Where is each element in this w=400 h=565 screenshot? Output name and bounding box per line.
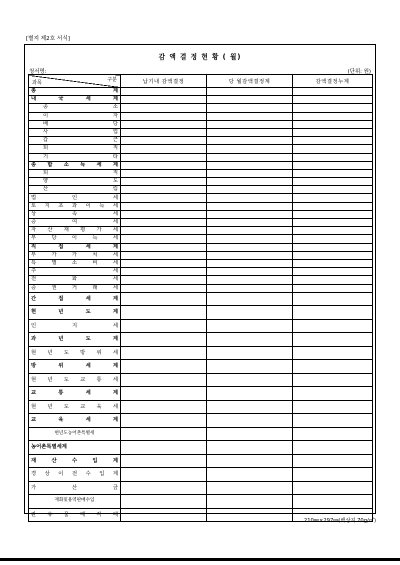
value-cell[interactable] (207, 481, 293, 495)
table-row (29, 235, 373, 243)
value-cell[interactable] (293, 235, 373, 243)
value-cell[interactable] (293, 169, 373, 177)
value-cell[interactable] (121, 427, 207, 441)
row-subject-label: 부 가 가 치 세 (29, 251, 121, 259)
value-cell[interactable] (121, 194, 207, 202)
value-cell[interactable] (207, 161, 293, 169)
value-cell[interactable] (121, 104, 207, 112)
form-number-label: [별지 제2호 서식] (26, 36, 70, 42)
row-subject-label: 교 육 세 계 (29, 414, 121, 428)
value-cell[interactable] (293, 227, 373, 235)
value-cell[interactable] (207, 186, 293, 194)
value-cell[interactable] (293, 259, 373, 267)
value-cell[interactable] (293, 88, 373, 96)
value-cell[interactable] (207, 468, 293, 482)
value-cell[interactable] (121, 441, 207, 455)
row-subject-label: 재화및용역판매수입 (29, 495, 121, 509)
value-cell[interactable] (207, 251, 293, 259)
header-category-label: 구분 (107, 77, 117, 83)
value-cell[interactable] (293, 495, 373, 509)
value-cell[interactable] (121, 468, 207, 482)
table-row (29, 481, 373, 495)
value-cell[interactable] (121, 400, 207, 414)
value-cell[interactable] (207, 284, 293, 292)
value-cell[interactable] (293, 284, 373, 292)
value-cell[interactable] (207, 319, 293, 333)
row-subject-label: 주 세 (29, 268, 121, 276)
row-subject-label: 사 업 (29, 128, 121, 136)
table-row (29, 219, 373, 227)
value-cell[interactable] (207, 495, 293, 509)
table-row (29, 268, 373, 276)
value-cell[interactable] (293, 414, 373, 428)
value-cell[interactable] (121, 284, 207, 292)
table-row (29, 346, 373, 360)
value-cell[interactable] (293, 454, 373, 468)
row-subject-label: 현 년 도 교 육 세 (29, 400, 121, 414)
value-cell[interactable] (207, 400, 293, 414)
value-cell[interactable] (293, 360, 373, 374)
value-cell[interactable] (293, 481, 373, 495)
value-cell[interactable] (207, 441, 293, 455)
table-row (29, 210, 373, 218)
value-cell[interactable] (293, 112, 373, 120)
column-header: 당 월감액결정계 (207, 75, 293, 88)
row-subject-label: 총 계 (29, 88, 121, 96)
value-cell[interactable] (207, 259, 293, 267)
row-subject-label: 증 권 거 래 세 (29, 284, 121, 292)
value-cell[interactable] (207, 227, 293, 235)
table-row (29, 400, 373, 414)
row-subject-label: 법 인 세 (29, 194, 121, 202)
row-subject-label: 간 접 세 계 (29, 292, 121, 306)
value-cell[interactable] (121, 161, 207, 169)
value-cell[interactable] (207, 210, 293, 218)
row-subject-label: 퇴 직 (29, 145, 121, 153)
value-cell[interactable] (121, 112, 207, 120)
value-cell[interactable] (293, 210, 373, 218)
value-cell[interactable] (121, 454, 207, 468)
value-cell[interactable] (293, 333, 373, 347)
value-cell[interactable] (293, 186, 373, 194)
value-cell[interactable] (293, 319, 373, 333)
row-subject-label: 상 속 세 (29, 210, 121, 218)
table-row (29, 276, 373, 284)
value-cell[interactable] (121, 202, 207, 210)
value-cell[interactable] (121, 243, 207, 251)
column-header: 감액결정누계 (293, 75, 373, 88)
value-cell[interactable] (293, 96, 373, 104)
row-subject-label: 갑 근 (29, 137, 121, 145)
value-cell[interactable] (207, 178, 293, 186)
value-cell[interactable] (121, 210, 207, 218)
value-cell[interactable] (293, 276, 373, 284)
value-cell[interactable] (293, 104, 373, 112)
row-subject-label: 내 국 세 계 (29, 96, 121, 104)
value-cell[interactable] (207, 427, 293, 441)
value-cell[interactable] (207, 360, 293, 374)
value-cell[interactable] (293, 306, 373, 320)
value-cell[interactable] (293, 292, 373, 306)
value-cell[interactable] (207, 112, 293, 120)
value-cell[interactable] (293, 346, 373, 360)
value-cell[interactable] (207, 454, 293, 468)
value-cell[interactable] (121, 508, 207, 522)
row-subject-label: 배 당 (29, 120, 121, 128)
value-cell[interactable] (293, 153, 373, 161)
table-row (29, 88, 373, 96)
value-cell[interactable] (121, 145, 207, 153)
table-row (29, 259, 373, 267)
paper-spec-note: 210㎜×297㎜(백상지 70g/㎡) (303, 518, 376, 524)
table-row (29, 202, 373, 210)
value-cell[interactable] (207, 306, 293, 320)
value-cell[interactable] (121, 268, 207, 276)
table-row (29, 153, 373, 161)
table-row (29, 284, 373, 292)
value-cell[interactable] (121, 292, 207, 306)
value-cell[interactable] (207, 104, 293, 112)
value-cell[interactable] (121, 153, 207, 161)
table-row (29, 137, 373, 145)
value-cell[interactable] (121, 387, 207, 401)
reduction-table (28, 74, 373, 522)
row-subject-label: 종 합 소 득 세 계 (29, 161, 121, 169)
table-row (29, 145, 373, 153)
value-cell[interactable] (293, 128, 373, 136)
row-subject-label: 부 당 이 득 세 (29, 235, 121, 243)
table-row (29, 454, 373, 468)
form-frame (24, 44, 376, 518)
row-subject-label: 특 별 소 비 세 (29, 259, 121, 267)
table-row (29, 186, 373, 194)
row-subject-label: 증 여 세 (29, 219, 121, 227)
form-title: 감 액 결 정 현 황 ( 월) (158, 53, 242, 61)
table-row (29, 360, 373, 374)
value-cell[interactable] (293, 251, 373, 259)
value-cell[interactable] (293, 268, 373, 276)
row-subject-label: 현 년 도 방 위 세 (29, 346, 121, 360)
row-subject-label: 기 타 (29, 153, 121, 161)
value-cell[interactable] (207, 243, 293, 251)
row-subject-label: 산 림 (29, 186, 121, 194)
row-subject-label: 토 지 초 과 이 득 세 (29, 202, 121, 210)
value-cell[interactable] (121, 495, 207, 509)
table-row (29, 96, 373, 104)
value-cell[interactable] (293, 194, 373, 202)
row-subject-label: 전 화 세 (29, 276, 121, 284)
value-cell[interactable] (121, 128, 207, 136)
value-cell[interactable] (207, 120, 293, 128)
value-cell[interactable] (121, 120, 207, 128)
table-row (29, 169, 373, 177)
value-cell[interactable] (207, 145, 293, 153)
value-cell[interactable] (293, 400, 373, 414)
value-cell[interactable] (207, 276, 293, 284)
value-cell[interactable] (293, 387, 373, 401)
table-row (29, 306, 373, 320)
value-cell[interactable] (121, 235, 207, 243)
table-row (29, 243, 373, 251)
row-subject-label: 관 유 물 매 각 대 (29, 508, 121, 522)
row-subject-label: 현 년 도 계 (29, 306, 121, 320)
header-diagonal-cell (29, 75, 121, 88)
value-cell[interactable] (293, 373, 373, 387)
table-row (29, 194, 373, 202)
value-cell[interactable] (293, 137, 373, 145)
value-cell[interactable] (121, 414, 207, 428)
value-cell[interactable] (121, 319, 207, 333)
value-cell[interactable] (207, 219, 293, 227)
value-cell[interactable] (121, 137, 207, 145)
row-subject-label: 양 도 (29, 178, 121, 186)
table-row (29, 161, 373, 169)
value-cell[interactable] (207, 96, 293, 104)
row-subject-label: 퇴 직 (29, 169, 121, 177)
value-cell[interactable] (121, 259, 207, 267)
table-row (29, 468, 373, 482)
value-cell[interactable] (207, 88, 293, 96)
value-cell[interactable] (207, 508, 293, 522)
row-subject-label: 농어촌특별세계 (29, 441, 121, 455)
table-row (29, 319, 373, 333)
value-cell[interactable] (293, 202, 373, 210)
value-cell[interactable] (121, 169, 207, 177)
column-header: 납기내 감액결정 (121, 75, 207, 88)
value-cell[interactable] (207, 153, 293, 161)
row-subject-label: 재 산 수 입 계 (29, 454, 121, 468)
table-row (29, 427, 373, 441)
value-cell[interactable] (207, 128, 293, 136)
table-row (29, 128, 373, 136)
value-cell[interactable] (121, 373, 207, 387)
table-row (29, 251, 373, 259)
row-subject-label: 직 접 세 계 (29, 243, 121, 251)
value-cell[interactable] (121, 227, 207, 235)
office-label: 청서명: (29, 69, 47, 75)
value-cell[interactable] (293, 145, 373, 153)
unit-label: (단위: 원) (347, 69, 371, 75)
row-subject-label: 자 산 재 평 가 세 (29, 227, 121, 235)
table-row (29, 112, 373, 120)
value-cell[interactable] (207, 169, 293, 177)
table-row (29, 104, 373, 112)
value-cell[interactable] (207, 235, 293, 243)
value-cell[interactable] (207, 292, 293, 306)
table-row (29, 387, 373, 401)
value-cell[interactable] (121, 88, 207, 96)
value-cell[interactable] (121, 251, 207, 259)
value-cell[interactable] (207, 202, 293, 210)
value-cell[interactable] (293, 161, 373, 169)
value-cell[interactable] (207, 137, 293, 145)
value-cell[interactable] (121, 346, 207, 360)
row-subject-label: 인 지 세 (29, 319, 121, 333)
row-subject-label: 현년도농어촌특별세 (29, 427, 121, 441)
header-subject-label: 과목 (32, 80, 42, 86)
table-row (29, 441, 373, 455)
bottom-rule (0, 558, 400, 561)
table-row (29, 120, 373, 128)
value-cell[interactable] (293, 427, 373, 441)
value-cell[interactable] (121, 333, 207, 347)
value-cell[interactable] (207, 346, 293, 360)
table-row (29, 292, 373, 306)
value-cell[interactable] (293, 120, 373, 128)
value-cell[interactable] (121, 96, 207, 104)
table-row (29, 495, 373, 509)
value-cell[interactable] (293, 219, 373, 227)
value-cell[interactable] (293, 441, 373, 455)
row-subject-label: 가 산 금 (29, 481, 121, 495)
table-row (29, 227, 373, 235)
table-row (29, 333, 373, 347)
value-cell[interactable] (121, 186, 207, 194)
value-cell[interactable] (121, 219, 207, 227)
row-subject-label: 방 위 세 계 (29, 360, 121, 374)
row-subject-label: 교 통 세 계 (29, 387, 121, 401)
value-cell[interactable] (207, 194, 293, 202)
row-subject-label: 현 년 도 교 통 세 (29, 373, 121, 387)
value-cell[interactable] (207, 333, 293, 347)
value-cell[interactable] (207, 373, 293, 387)
value-cell[interactable] (121, 276, 207, 284)
table-row (29, 373, 373, 387)
row-subject-label: 이 자 (29, 112, 121, 120)
value-cell[interactable] (121, 481, 207, 495)
value-cell[interactable] (207, 268, 293, 276)
value-cell[interactable] (121, 360, 207, 374)
table-row (29, 178, 373, 186)
value-cell[interactable] (121, 306, 207, 320)
table-row (29, 414, 373, 428)
row-subject-label: 경 상 이 전 수 입 계 (29, 468, 121, 482)
row-subject-label: 종 소 (29, 104, 121, 112)
value-cell[interactable] (207, 387, 293, 401)
value-cell[interactable] (293, 468, 373, 482)
row-subject-label: 과 년 도 계 (29, 333, 121, 347)
value-cell[interactable] (121, 178, 207, 186)
value-cell[interactable] (293, 178, 373, 186)
value-cell[interactable] (207, 414, 293, 428)
value-cell[interactable] (293, 243, 373, 251)
